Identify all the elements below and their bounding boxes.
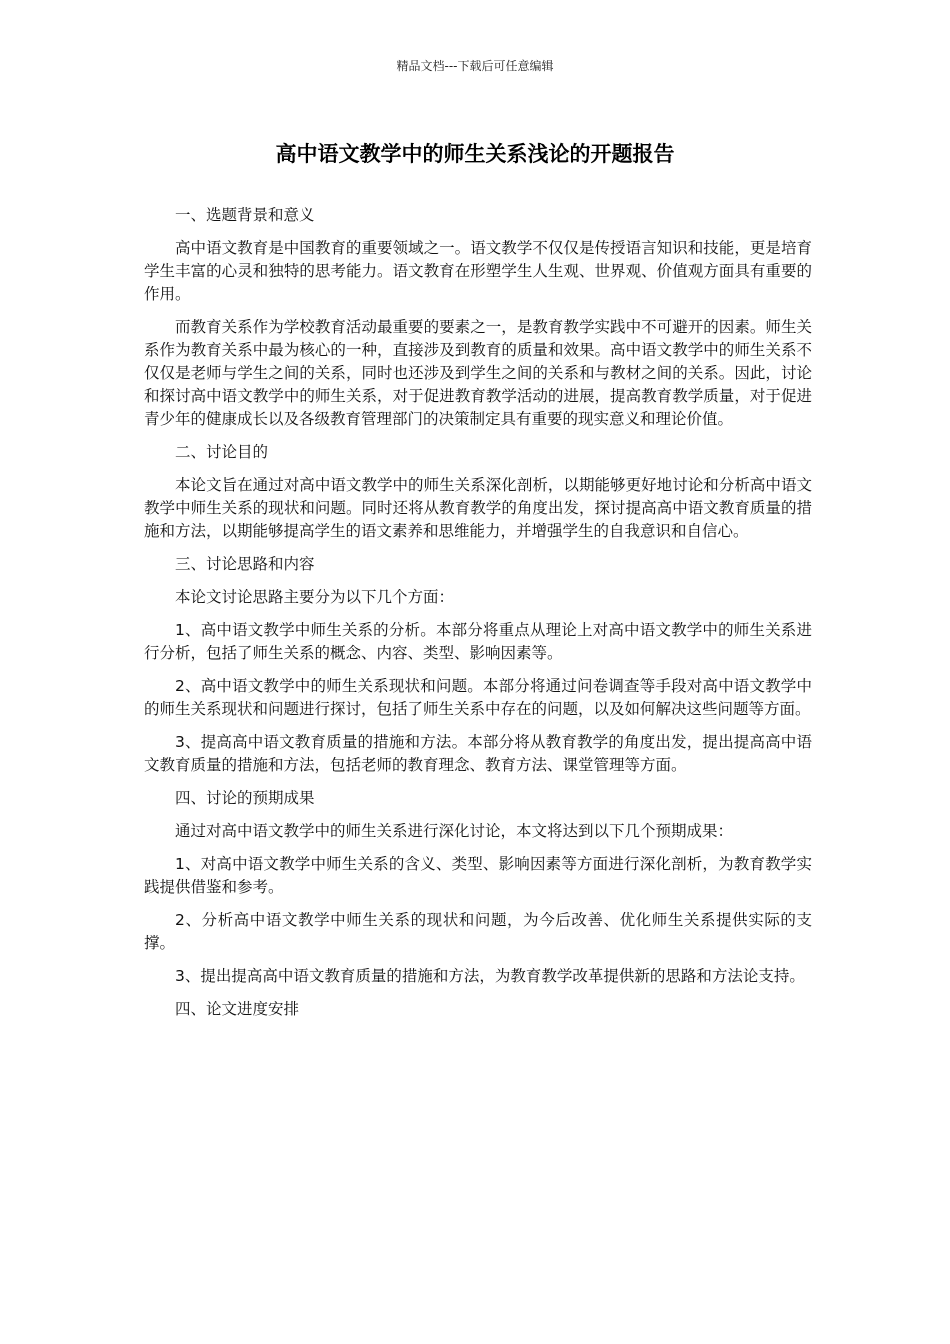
- list-paragraph: 1、对高中语文教学中师生关系的含义、类型、影响因素等方面进行深化剖析，为教育教学实践提供借鉴和参考。: [144, 855, 812, 896]
- list-paragraph: 3、提出提高高中语文教育质量的措施和方法，为教育教学改革提供新的思路和方法论支持。: [175, 967, 805, 985]
- paragraph: 通过对高中语文教学中的师生关系进行深化讨论，本文将达到以下几个预期成果：: [175, 822, 734, 840]
- paragraph: 本论文旨在通过对高中语文教学中的师生关系深化剖析，以期能够更好地讨论和分析高中语文教学中师生关系的现状和问题。同时还将从教育教学的角度出发，探讨提高高中语文教育质量的措施和方法，以期能够提高学生的语文素养和思维能力，并增强学生的自我意识和自信心。: [144, 476, 812, 540]
- document-title: 高中语文教学中的师生关系浅论的开题报告: [275, 142, 675, 166]
- paragraph: 本论文讨论思路主要分为以下几个方面：: [175, 588, 455, 606]
- list-paragraph: 1、高中语文教学中师生关系的分析。本部分将重点从理论上对高中语文教学中的师生关系进行分析，包括了师生关系的概念、内容、类型、影响因素等。: [144, 621, 812, 662]
- list-paragraph: 3、提高高中语文教育质量的措施和方法。本部分将从教育教学的角度出发，提出提高高中语文教育质量的措施和方法，包括老师的教育理念、教育方法、课堂管理等方面。: [144, 733, 812, 774]
- document-body: [144, 204, 812, 1031]
- list-paragraph: 2、分析高中语文教学中师生关系的现状和问题，为今后改善、优化师生关系提供实际的支撑。: [144, 911, 812, 952]
- list-paragraph: 2、高中语文教学中的师生关系现状和问题。本部分将通过问卷调查等手段对高中语文教学中的师生关系现状和问题进行探讨，包括了师生关系中存在的问题，以及如何解决这些问题等方面。: [144, 677, 812, 718]
- paragraph: 高中语文教育是中国教育的重要领域之一。语文教学不仅仅是传授语言知识和技能，更是培育学生丰富的心灵和独特的思考能力。语文教育在形塑学生人生观、世界观、价值观方面具有重要的作用。: [144, 239, 812, 303]
- section-heading: 一、选题背景和意义: [175, 206, 315, 224]
- header-note: 精品文档---下载后可任意编辑: [396, 59, 554, 73]
- paragraph: 而教育关系作为学校教育活动最重要的要素之一，是教育教学实践中不可避开的因素。师生关系作为教育关系中最为核心的一种，直接涉及到教育的质量和效果。高中语文教学中的师生关系不仅仅是老师与学生之间的关系，同时也还涉及到学生之间的关系和与教材之间的关系。因此，讨论和探讨高中语文教学中的师生关系，对于促进教育教学活动的进展，提高教育教学质量，对于促进青少年的健康成长以及各级教育管理部门的决策制定具有重要的现实意义和理论价值。: [144, 318, 812, 428]
- section-heading: 四、论文进度安排: [175, 1000, 300, 1018]
- section-heading: 三、讨论思路和内容: [175, 555, 315, 573]
- section-heading: 四、讨论的预期成果: [175, 789, 315, 807]
- section-heading: 二、讨论目的: [175, 443, 269, 461]
